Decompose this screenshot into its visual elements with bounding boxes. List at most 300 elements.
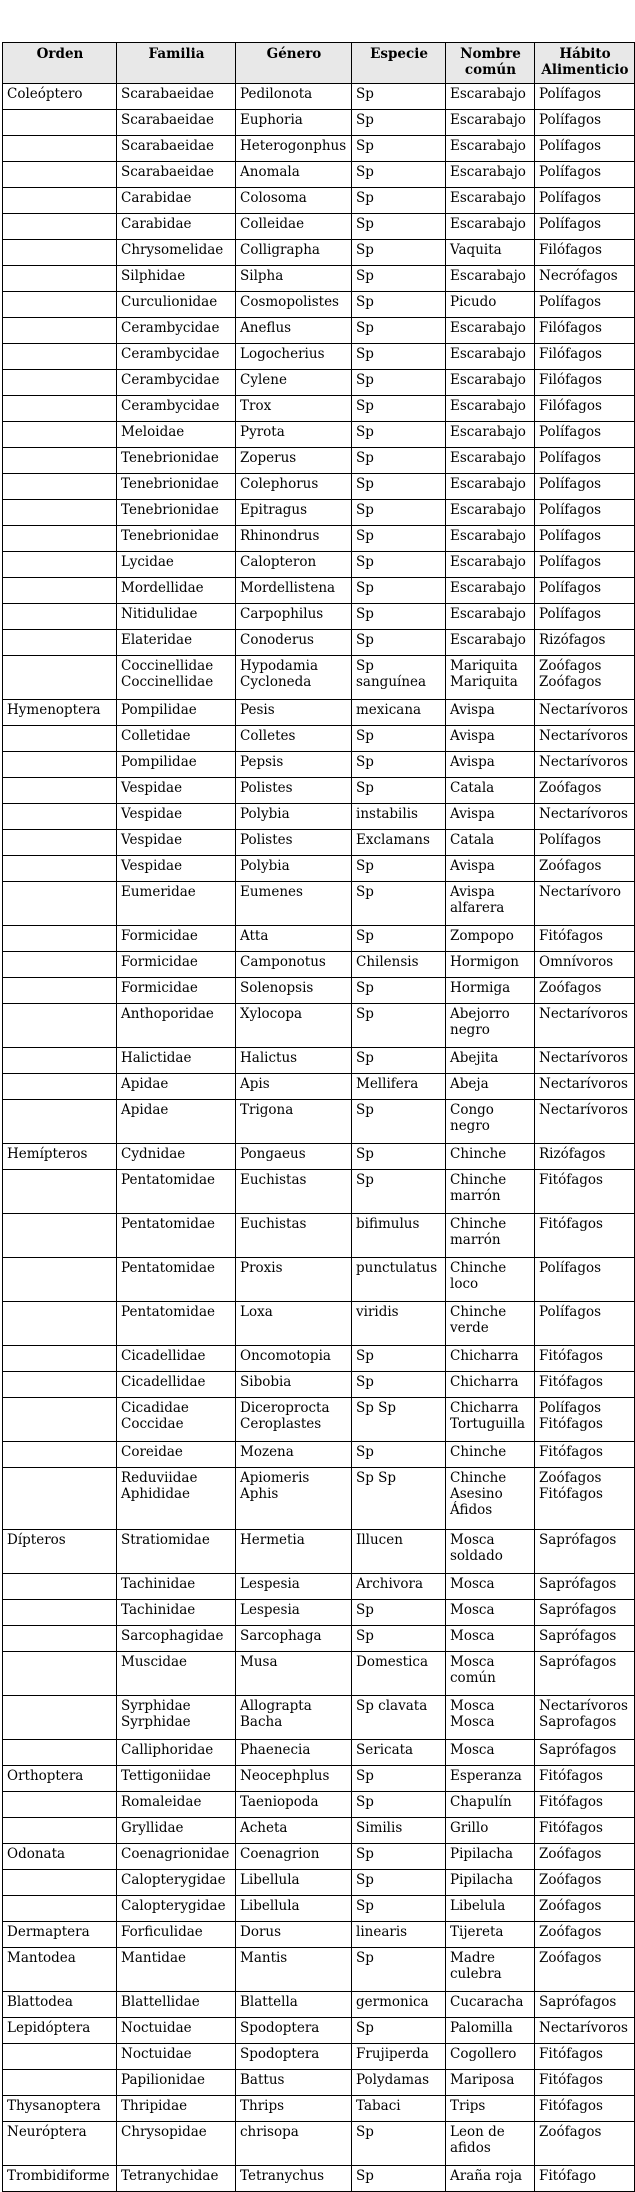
habito-cell: Filófagos — [535, 396, 635, 422]
familia-cell: Halictidae — [117, 1048, 236, 1074]
especie-cell: Sp — [352, 500, 446, 526]
habito-cell: Saprófagos — [535, 1740, 635, 1766]
orden-cell: Mantodea — [3, 1948, 117, 1992]
familia-cell: Formicidae — [117, 952, 236, 978]
habito-cell: Polífagos — [535, 422, 635, 448]
genero-cell: Pesis — [236, 700, 352, 726]
orden-cell — [3, 422, 117, 448]
familia-cell: Blattellidae — [117, 1992, 236, 2018]
table-row — [3, 2070, 635, 2096]
familia-cell: Cicadellidae — [117, 1372, 236, 1398]
nombre-comun-cell: Congo negro — [446, 1100, 535, 1144]
especie-cell: Exclamans — [352, 830, 446, 856]
table-row — [3, 952, 635, 978]
table-row — [3, 1442, 635, 1468]
genero-cell: Xylocopa — [236, 1004, 352, 1048]
familia-cell: Thripidae — [117, 2096, 236, 2122]
orden-cell — [3, 1600, 117, 1626]
orden-cell — [3, 1004, 117, 1048]
genero-cell: chrisopa — [236, 2122, 352, 2166]
orden-cell — [3, 344, 117, 370]
especie-cell: Sp — [352, 2122, 446, 2166]
habito-cell: Necrófagos — [535, 266, 635, 292]
nombre-comun-cell: Esperanza — [446, 1766, 535, 1792]
habito-cell: Fitófagos — [535, 1214, 635, 1258]
table-row — [3, 726, 635, 752]
orden-cell — [3, 240, 117, 266]
table-row — [3, 1398, 635, 1442]
table-row — [3, 804, 635, 830]
nombre-comun-cell: Mosca común — [446, 1652, 535, 1696]
orden-cell: Trombidiforme — [3, 2166, 117, 2192]
genero-cell: Euphoria — [236, 110, 352, 136]
nombre-comun-cell: Chinche — [446, 1442, 535, 1468]
orden-cell — [3, 162, 117, 188]
nombre-comun-cell: Trips — [446, 2096, 535, 2122]
orden-cell — [3, 952, 117, 978]
familia-cell: Pentatomidae — [117, 1302, 236, 1346]
orden-cell — [3, 630, 117, 656]
genero-cell: Diceroprocta Ceroplastes — [236, 1398, 352, 1442]
familia-cell: Cicadidae Coccidae — [117, 1398, 236, 1442]
table-row — [3, 1302, 635, 1346]
especie-cell: Sp — [352, 526, 446, 552]
table-row — [3, 292, 635, 318]
table-row — [3, 1844, 635, 1870]
table-row — [3, 630, 635, 656]
especie-cell: Sp — [352, 752, 446, 778]
table-row — [3, 1574, 635, 1600]
genero-cell: Coenagrion — [236, 1844, 352, 1870]
orden-cell — [3, 1896, 117, 1922]
genero-cell: Phaenecia — [236, 1740, 352, 1766]
genero-cell: Halictus — [236, 1048, 352, 1074]
orden-cell — [3, 1442, 117, 1468]
genero-cell: Taeniopoda — [236, 1792, 352, 1818]
habito-cell: Saprófagos — [535, 1530, 635, 1574]
nombre-comun-cell: Avispa — [446, 700, 535, 726]
table-row — [3, 2096, 635, 2122]
familia-cell: Muscidae — [117, 1652, 236, 1696]
nombre-comun-cell: Escarabajo — [446, 136, 535, 162]
nombre-comun-cell: Chinche marrón — [446, 1170, 535, 1214]
nombre-comun-cell: Tijereta — [446, 1922, 535, 1948]
genero-cell: Battus — [236, 2070, 352, 2096]
genero-cell: Lespesia — [236, 1574, 352, 1600]
genero-cell: Silpha — [236, 266, 352, 292]
genero-cell: Polistes — [236, 830, 352, 856]
especie-cell: Sp — [352, 266, 446, 292]
orden-cell — [3, 526, 117, 552]
nombre-comun-cell: Chinche Asesino Áfidos — [446, 1468, 535, 1530]
genero-cell: Dorus — [236, 1922, 352, 1948]
habito-cell: Zoófagos — [535, 856, 635, 882]
nombre-comun-cell: Mosca — [446, 1574, 535, 1600]
table-row — [3, 700, 635, 726]
habito-cell: Fitófagos — [535, 2044, 635, 2070]
nombre-comun-cell: Escarabajo — [446, 110, 535, 136]
genero-cell: Colligrapha — [236, 240, 352, 266]
especie-cell: Sp — [352, 604, 446, 630]
nombre-comun-cell: Mosca — [446, 1600, 535, 1626]
especie-cell: Sp — [352, 1626, 446, 1652]
nombre-comun-cell: Avispa — [446, 752, 535, 778]
especie-cell: Sp — [352, 1442, 446, 1468]
table-row — [3, 656, 635, 700]
habito-cell: Omnívoros — [535, 952, 635, 978]
table-row — [3, 1048, 635, 1074]
genero-cell: Logocherius — [236, 344, 352, 370]
header-genero: Género — [236, 43, 352, 84]
table-row — [3, 1626, 635, 1652]
orden-cell — [3, 1870, 117, 1896]
especie-cell: Sp — [352, 1766, 446, 1792]
orden-cell — [3, 656, 117, 700]
table-row — [3, 188, 635, 214]
orden-cell — [3, 604, 117, 630]
nombre-comun-cell: Abejita — [446, 1048, 535, 1074]
familia-cell: Cerambycidae — [117, 318, 236, 344]
orden-cell — [3, 1468, 117, 1530]
habito-cell: Nectarívoros — [535, 726, 635, 752]
orden-cell — [3, 1074, 117, 1100]
orden-cell: Coleóptero — [3, 84, 117, 110]
habito-cell: Nectarívoros — [535, 1004, 635, 1048]
orden-cell — [3, 856, 117, 882]
familia-cell: Calopterygidae — [117, 1870, 236, 1896]
orden-cell — [3, 1818, 117, 1844]
orden-cell — [3, 474, 117, 500]
habito-cell: Polífagos — [535, 474, 635, 500]
nombre-comun-cell: Escarabajo — [446, 344, 535, 370]
especie-cell: Archivora — [352, 1574, 446, 1600]
genero-cell: Libellula — [236, 1896, 352, 1922]
familia-cell: Stratiomidae — [117, 1530, 236, 1574]
habito-cell: Filófagos — [535, 344, 635, 370]
especie-cell: Sp — [352, 2166, 446, 2192]
habito-cell: Zoófagos — [535, 978, 635, 1004]
genero-cell: Acheta — [236, 1818, 352, 1844]
nombre-comun-cell: Escarabajo — [446, 162, 535, 188]
table-row — [3, 162, 635, 188]
habito-cell: Filófagos — [535, 240, 635, 266]
table-row — [3, 500, 635, 526]
familia-cell: Mordellidae — [117, 578, 236, 604]
familia-cell: Pentatomidae — [117, 1258, 236, 1302]
familia-cell: Forficulidae — [117, 1922, 236, 1948]
nombre-comun-cell: Grillo — [446, 1818, 535, 1844]
habito-cell: Fitófagos — [535, 1170, 635, 1214]
nombre-comun-cell: Escarabajo — [446, 214, 535, 240]
familia-cell: Coccinellidae Coccinellidae — [117, 656, 236, 700]
table-row — [3, 2166, 635, 2192]
especie-cell: Sp — [352, 1346, 446, 1372]
especie-cell: Sp — [352, 630, 446, 656]
genero-cell: Pongaeus — [236, 1144, 352, 1170]
nombre-comun-cell: Chinche verde — [446, 1302, 535, 1346]
nombre-comun-cell: Mosca — [446, 1740, 535, 1766]
familia-cell: Tettigoniidae — [117, 1766, 236, 1792]
familia-cell: Pompilidae — [117, 700, 236, 726]
nombre-comun-cell: Hormiga — [446, 978, 535, 1004]
familia-cell: Meloidae — [117, 422, 236, 448]
familia-cell: Cerambycidae — [117, 344, 236, 370]
especie-cell: Sp — [352, 1170, 446, 1214]
nombre-comun-cell: Escarabajo — [446, 318, 535, 344]
habito-cell: Polífagos — [535, 526, 635, 552]
especie-cell: Sp — [352, 188, 446, 214]
genero-cell: Apiomeris Aphis — [236, 1468, 352, 1530]
nombre-comun-cell: Chinche — [446, 1144, 535, 1170]
genero-cell: Allograpta Bacha — [236, 1696, 352, 1740]
table-row — [3, 1144, 635, 1170]
familia-cell: Mantidae — [117, 1948, 236, 1992]
orden-cell: Blattodea — [3, 1992, 117, 2018]
familia-cell: Vespidae — [117, 804, 236, 830]
especie-cell: Sp — [352, 726, 446, 752]
especie-cell: Sp clavata — [352, 1696, 446, 1740]
habito-cell: Zoófagos — [535, 778, 635, 804]
table-row — [3, 474, 635, 500]
habito-cell: Nectarívoros — [535, 700, 635, 726]
nombre-comun-cell: Picudo — [446, 292, 535, 318]
habito-cell: Zoófagos — [535, 1896, 635, 1922]
familia-cell: Scarabaeidae — [117, 162, 236, 188]
table-row — [3, 1948, 635, 1992]
habito-cell: Zoófagos Fitófagos — [535, 1468, 635, 1530]
habito-cell: Nectarívoros — [535, 2018, 635, 2044]
genero-cell: Aneflus — [236, 318, 352, 344]
habito-cell: Zoófagos — [535, 1948, 635, 1992]
table-row — [3, 1170, 635, 1214]
orden-cell — [3, 552, 117, 578]
genero-cell: Apis — [236, 1074, 352, 1100]
genero-cell: Spodoptera — [236, 2044, 352, 2070]
table-row — [3, 136, 635, 162]
especie-cell: Sp — [352, 344, 446, 370]
habito-cell: Nectarívoro — [535, 882, 635, 926]
table-row — [3, 830, 635, 856]
nombre-comun-cell: Chicharra — [446, 1372, 535, 1398]
familia-cell: Formicidae — [117, 978, 236, 1004]
familia-cell: Scarabaeidae — [117, 136, 236, 162]
orden-cell — [3, 882, 117, 926]
nombre-comun-cell: Araña roja — [446, 2166, 535, 2192]
familia-cell: Cydnidae — [117, 1144, 236, 1170]
habito-cell: Filófagos — [535, 370, 635, 396]
genero-cell: Spodoptera — [236, 2018, 352, 2044]
genero-cell: Mozena — [236, 1442, 352, 1468]
header-habito-alimenticio: Hábito Alimenticio — [535, 43, 635, 84]
habito-cell: Zoófagos — [535, 1844, 635, 1870]
insect-classification-table — [2, 42, 635, 2192]
especie-cell: Sp — [352, 978, 446, 1004]
table-row — [3, 396, 635, 422]
nombre-comun-cell: Escarabajo — [446, 266, 535, 292]
familia-cell: Noctuidae — [117, 2044, 236, 2070]
habito-cell: Fitófagos — [535, 2096, 635, 2122]
orden-cell — [3, 396, 117, 422]
genero-cell: Colletes — [236, 726, 352, 752]
familia-cell: Silphidae — [117, 266, 236, 292]
especie-cell: punctulatus — [352, 1258, 446, 1302]
header-row — [3, 43, 635, 84]
genero-cell: Polybia — [236, 856, 352, 882]
habito-cell: Polífagos — [535, 448, 635, 474]
table-row — [3, 1100, 635, 1144]
table-row — [3, 318, 635, 344]
nombre-comun-cell: Escarabajo — [446, 552, 535, 578]
habito-cell: Saprófagos — [535, 1574, 635, 1600]
habito-cell: Polífagos — [535, 604, 635, 630]
genero-cell: Sarcophaga — [236, 1626, 352, 1652]
especie-cell: Sp — [352, 448, 446, 474]
habito-cell: Nectarívoros — [535, 1100, 635, 1144]
especie-cell: Sp — [352, 136, 446, 162]
familia-cell: Anthoporidae — [117, 1004, 236, 1048]
table-row — [3, 1870, 635, 1896]
habito-cell: Rizófagos — [535, 630, 635, 656]
nombre-comun-cell: Chinche loco — [446, 1258, 535, 1302]
habito-cell: Nectarívoros — [535, 804, 635, 830]
especie-cell: Sp — [352, 422, 446, 448]
table-row — [3, 1258, 635, 1302]
table-row — [3, 1696, 635, 1740]
genero-cell: Heterogonphus — [236, 136, 352, 162]
especie-cell: Sp — [352, 1870, 446, 1896]
especie-cell: Sp — [352, 474, 446, 500]
habito-cell: Polífagos — [535, 578, 635, 604]
habito-cell: Fitófagos — [535, 1372, 635, 1398]
especie-cell: Sp — [352, 1844, 446, 1870]
familia-cell: Romaleidae — [117, 1792, 236, 1818]
especie-cell: Sp — [352, 214, 446, 240]
especie-cell: Similis — [352, 1818, 446, 1844]
orden-cell — [3, 578, 117, 604]
orden-cell: Orthoptera — [3, 1766, 117, 1792]
nombre-comun-cell: Escarabajo — [446, 84, 535, 110]
habito-cell: Nectarívoros Saprofagos — [535, 1696, 635, 1740]
familia-cell: Tachinidae — [117, 1574, 236, 1600]
nombre-comun-cell: Catala — [446, 830, 535, 856]
familia-cell: Curculionidae — [117, 292, 236, 318]
familia-cell: Reduviidae Aphididae — [117, 1468, 236, 1530]
table-row — [3, 1922, 635, 1948]
orden-cell — [3, 1792, 117, 1818]
table-row — [3, 1600, 635, 1626]
especie-cell: Sp — [352, 778, 446, 804]
genero-cell: Sibobia — [236, 1372, 352, 1398]
table-row — [3, 1992, 635, 2018]
familia-cell: Pompilidae — [117, 752, 236, 778]
genero-cell: Pepsis — [236, 752, 352, 778]
habito-cell: Polífagos — [535, 1302, 635, 1346]
nombre-comun-cell: Escarabajo — [446, 448, 535, 474]
nombre-comun-cell: Libelula — [446, 1896, 535, 1922]
habito-cell: Nectarívoros — [535, 752, 635, 778]
genero-cell: Mordellistena — [236, 578, 352, 604]
familia-cell: Eumeridae — [117, 882, 236, 926]
orden-cell: Odonata — [3, 1844, 117, 1870]
orden-cell — [3, 214, 117, 240]
table-row — [3, 1214, 635, 1258]
orden-cell — [3, 448, 117, 474]
orden-cell — [3, 1100, 117, 1144]
especie-cell: Sp — [352, 370, 446, 396]
especie-cell: Sp — [352, 1372, 446, 1398]
nombre-comun-cell: Chinche marrón — [446, 1214, 535, 1258]
orden-cell — [3, 500, 117, 526]
orden-cell — [3, 1258, 117, 1302]
table-row — [3, 240, 635, 266]
nombre-comun-cell: Mosca — [446, 1626, 535, 1652]
nombre-comun-cell: Mariquita Mariquita — [446, 656, 535, 700]
familia-cell: Elateridae — [117, 630, 236, 656]
nombre-comun-cell: Avispa — [446, 804, 535, 830]
orden-cell: Thysanoptera — [3, 2096, 117, 2122]
header-nombre-comun: Nombre común — [446, 43, 535, 84]
orden-cell: Hemípteros — [3, 1144, 117, 1170]
table-row — [3, 1530, 635, 1574]
habito-cell: Nectarívoros — [535, 1048, 635, 1074]
familia-cell: Coreidae — [117, 1442, 236, 1468]
nombre-comun-cell: Abeja — [446, 1074, 535, 1100]
especie-cell: Sp Sp — [352, 1468, 446, 1530]
nombre-comun-cell: Chicharra — [446, 1346, 535, 1372]
habito-cell: Polífagos — [535, 136, 635, 162]
orden-cell — [3, 1652, 117, 1696]
familia-cell: Cicadellidae — [117, 1346, 236, 1372]
habito-cell: Saprófagos — [535, 1626, 635, 1652]
nombre-comun-cell: Vaquita — [446, 240, 535, 266]
nombre-comun-cell: Chicharra Tortuguilla — [446, 1398, 535, 1442]
familia-cell: Carabidae — [117, 188, 236, 214]
habito-cell: Saprófagos — [535, 1600, 635, 1626]
table-row — [3, 856, 635, 882]
table-row — [3, 110, 635, 136]
especie-cell: viridis — [352, 1302, 446, 1346]
familia-cell: Scarabaeidae — [117, 84, 236, 110]
table-body — [3, 84, 635, 2192]
especie-cell: Sp — [352, 1948, 446, 1992]
table-row — [3, 266, 635, 292]
nombre-comun-cell: Pipilacha — [446, 1870, 535, 1896]
habito-cell: Zoófagos Zoófagos — [535, 656, 635, 700]
especie-cell: Sp — [352, 162, 446, 188]
genero-cell: Atta — [236, 926, 352, 952]
table-row — [3, 2122, 635, 2166]
familia-cell: Carabidae — [117, 214, 236, 240]
table-row — [3, 344, 635, 370]
familia-cell: Apidae — [117, 1074, 236, 1100]
especie-cell: Sp — [352, 2018, 446, 2044]
orden-cell — [3, 318, 117, 344]
nombre-comun-cell: Escarabajo — [446, 474, 535, 500]
genero-cell: Hypodamia Cycloneda — [236, 656, 352, 700]
especie-cell: Sp — [352, 578, 446, 604]
habito-cell: Fitófagos — [535, 1442, 635, 1468]
table-row — [3, 422, 635, 448]
especie-cell: Sp — [352, 882, 446, 926]
nombre-comun-cell: Escarabajo — [446, 604, 535, 630]
familia-cell: Tenebrionidae — [117, 474, 236, 500]
especie-cell: Tabaci — [352, 2096, 446, 2122]
genero-cell: Carpophilus — [236, 604, 352, 630]
especie-cell: Sp — [352, 1792, 446, 1818]
especie-cell: mexicana — [352, 700, 446, 726]
orden-cell: Dípteros — [3, 1530, 117, 1574]
orden-cell — [3, 778, 117, 804]
